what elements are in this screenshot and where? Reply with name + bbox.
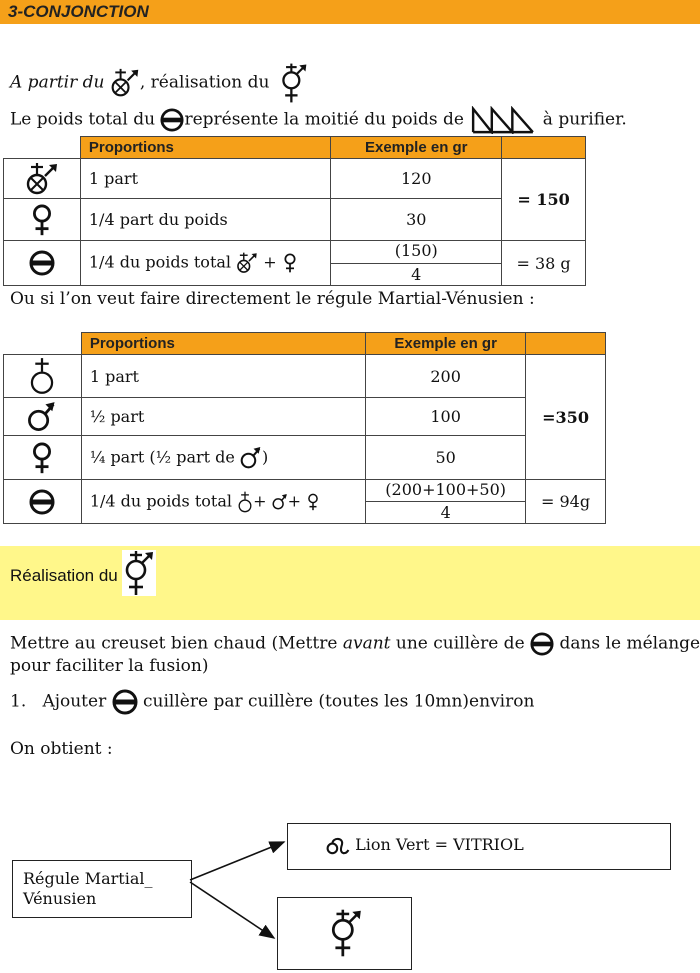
- emphasis: avant: [342, 633, 391, 654]
- row-desc: 1/4 part du poids: [80, 199, 331, 241]
- realisation-title: Réalisation du: [10, 566, 118, 586]
- instruction-step-1: 1. Ajouter cuillère par cuillère (toutes les 10mn)environ: [10, 689, 534, 715]
- fraction-denominator: 4: [411, 264, 422, 284]
- row-desc-plus: +: [263, 252, 277, 272]
- row-value: 120: [331, 159, 502, 199]
- intro-line2-suffix: à purifier.: [542, 109, 627, 130]
- total-last: = 38 g: [502, 241, 586, 286]
- row-desc: 1 part: [81, 355, 365, 398]
- section-header-title: 3-CONJONCTION: [8, 2, 149, 21]
- row-desc: 1/4 du poids total: [88, 252, 232, 272]
- header-proportions: Proportions: [80, 137, 331, 159]
- instruction-paragraph-line-2: pour faciliter la fusion): [10, 656, 209, 676]
- arrow-to-regulus: [190, 882, 274, 938]
- instruction-paragraph: Mettre au creuset bien chaud (Mettre avant une cuillère de dans le mélange: [10, 632, 700, 656]
- row-value: 50: [366, 436, 526, 480]
- row-desc: 1 part: [80, 159, 331, 199]
- header-proportions: Proportions: [81, 333, 365, 355]
- row-value: 30: [331, 199, 502, 241]
- result-label: Lion Vert = VITRIOL: [355, 835, 524, 854]
- table-row: 1/4 du poids total + + (200+100+50) 4 = 94g: [4, 480, 606, 524]
- row-desc: ¼ part (½ part de: [89, 447, 235, 466]
- arrow-to-vitriol: [190, 842, 284, 880]
- step-number: 1.: [10, 691, 27, 712]
- intro-mid: , réalisation du: [139, 72, 270, 93]
- header-example: Exemple en gr: [366, 333, 526, 355]
- source-label: Vénusien: [23, 889, 97, 908]
- source-label: Régule Martial_: [23, 869, 153, 888]
- row-value: 100: [366, 398, 526, 436]
- fraction-numerator: (150): [394, 241, 438, 261]
- row-desc: ½ part: [81, 398, 365, 436]
- fraction-numerator: (200+100+50): [385, 479, 507, 499]
- obtain-label: On obtient :: [10, 739, 113, 759]
- total-merged: =350: [526, 355, 606, 480]
- row-desc: 1/4 du poids total: [89, 491, 232, 510]
- header-example: Exemple en gr: [331, 137, 502, 159]
- total-merged: = 150: [502, 159, 586, 241]
- total-last: = 94g: [526, 480, 606, 524]
- intro-line2-mid: représente la moitié du poids de: [184, 109, 464, 130]
- intro-prefix: A partir du: [10, 72, 105, 93]
- intro-line2-prefix: Le poids total du: [10, 109, 156, 130]
- row-value: 200: [366, 355, 526, 398]
- fraction-denominator: 4: [440, 503, 451, 522]
- transition-text: Ou si l’on veut faire directement le régule Martial-Vénusien :: [10, 289, 535, 309]
- row-desc-end: ): [261, 447, 269, 466]
